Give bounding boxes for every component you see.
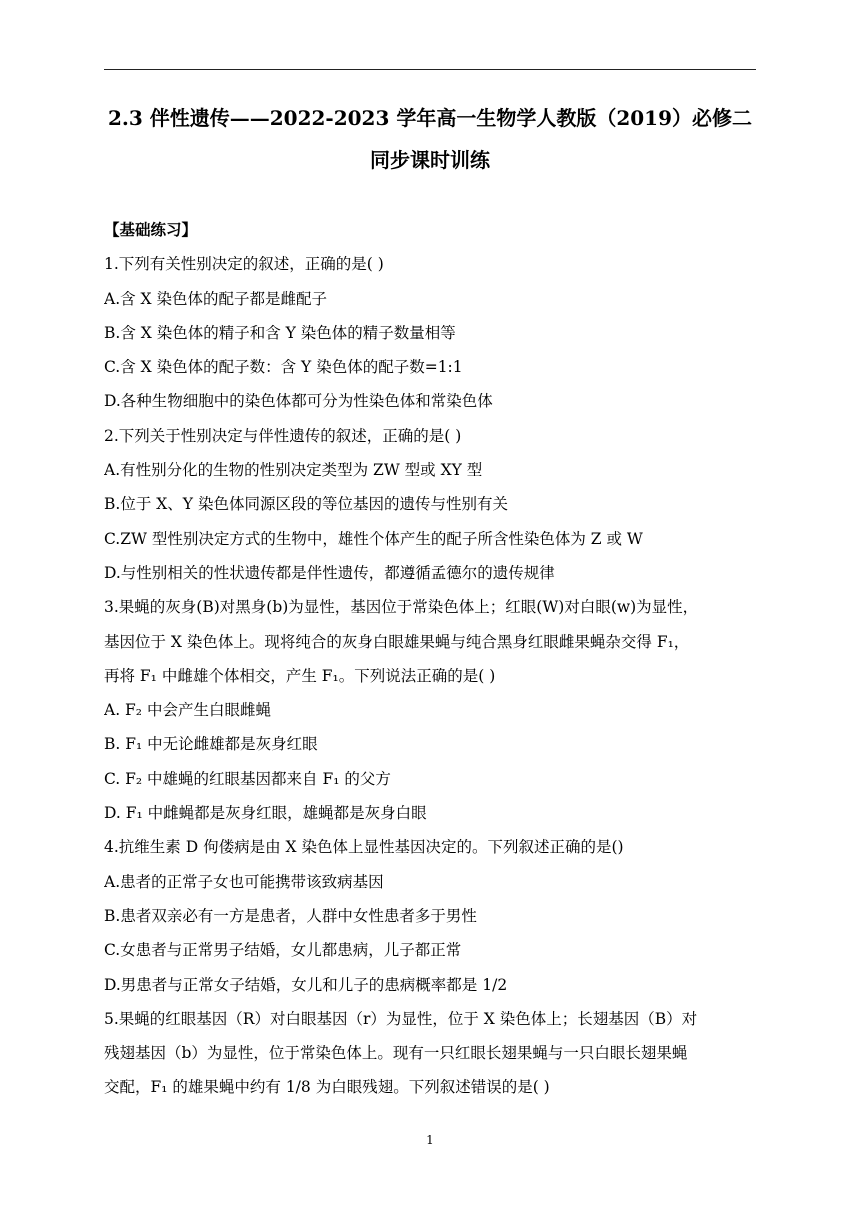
document-title-line-1: 2.3 伴性遗传——2022-2023 学年高一生物学人教版（2019）必修二	[107, 106, 752, 130]
body-line: A.患者的正常子女也可能携带该致病基因	[104, 872, 384, 891]
body-line: 3.果蝇的灰身(B)对黑身(b)为显性，基因位于常染色体上；红眼(W)对白眼(w)为显性，	[104, 598, 699, 617]
body-line: A. F₂ 中会产生白眼雌蝇	[104, 701, 271, 720]
body-line: A.有性别分化的生物的性别决定类型为 ZW 型或 XY 型	[104, 461, 483, 480]
body-line: C.女患者与正常男子结婚，女儿都患病，儿子都正常	[104, 941, 462, 960]
document-title-line-2: 同步课时训练	[370, 148, 490, 172]
body-line: D.与性别相关的性状遗传都是伴性遗传，都遵循孟德尔的遗传规律	[104, 563, 555, 582]
header-rule	[104, 69, 756, 70]
body-line: C.ZW 型性别决定方式的生物中，雄性个体产生的配子所含性染色体为 Z 或 W	[104, 529, 643, 548]
body-line: 4.抗维生素 D 佝偻病是由 X 染色体上显性基因决定的。下列叙述正确的是()	[104, 838, 624, 857]
body-line: B. F₁ 中无论雌雄都是灰身红眼	[104, 735, 318, 754]
body-line: 2.下列关于性别决定与伴性遗传的叙述，正确的是( )	[104, 426, 462, 445]
body-line: B.含 X 染色体的精子和含 Y 染色体的精子数量相等	[104, 323, 456, 342]
page-number: 1	[426, 1133, 434, 1147]
body-line: C. F₂ 中雄蝇的红眼基因都来自 F₁ 的父方	[104, 769, 391, 788]
body-line: 交配，F₁ 的雄果蝇中约有 1/8 为白眼残翅。下列叙述错误的是( )	[104, 1078, 550, 1097]
body-line: D. F₁ 中雌蝇都是灰身红眼，雄蝇都是灰身白眼	[104, 804, 427, 823]
section-heading: 【基础练习】	[104, 220, 198, 239]
body-line: 再将 F₁ 中雌雄个体相交，产生 F₁。下列说法正确的是( )	[104, 666, 496, 685]
body-line: 残翅基因（b）为显性，位于常染色体上。现有一只红眼长翅果蝇与一只白眼长翅果蝇	[104, 1044, 688, 1063]
body-line: 基因位于 X 染色体上。现将纯合的灰身白眼雄果蝇与纯合黑身红眼雌果蝇杂交得 F₁，	[104, 632, 690, 651]
body-line: D.各种生物细胞中的染色体都可分为性染色体和常染色体	[104, 392, 493, 411]
body-line: 1.下列有关性别决定的叙述，正确的是( )	[104, 255, 384, 274]
body-line: B.位于 X、Y 染色体同源区段的等位基因的遗传与性别有关	[104, 495, 508, 514]
body-line: D.男患者与正常女子结婚，女儿和儿子的患病概率都是 1/2	[104, 975, 508, 994]
body-line: B.患者双亲必有一方是患者，人群中女性患者多于男性	[104, 906, 477, 925]
body-line: A.含 X 染色体的配子都是雌配子	[104, 289, 328, 308]
body-line: 5.果蝇的红眼基因（R）对白眼基因（r）为显性，位于 X 染色体上；长翅基因（B）对	[104, 1009, 698, 1028]
document-body	[104, 215, 756, 1107]
body-line: C.含 X 染色体的配子数：含 Y 染色体的配子数=1:1	[104, 358, 463, 377]
